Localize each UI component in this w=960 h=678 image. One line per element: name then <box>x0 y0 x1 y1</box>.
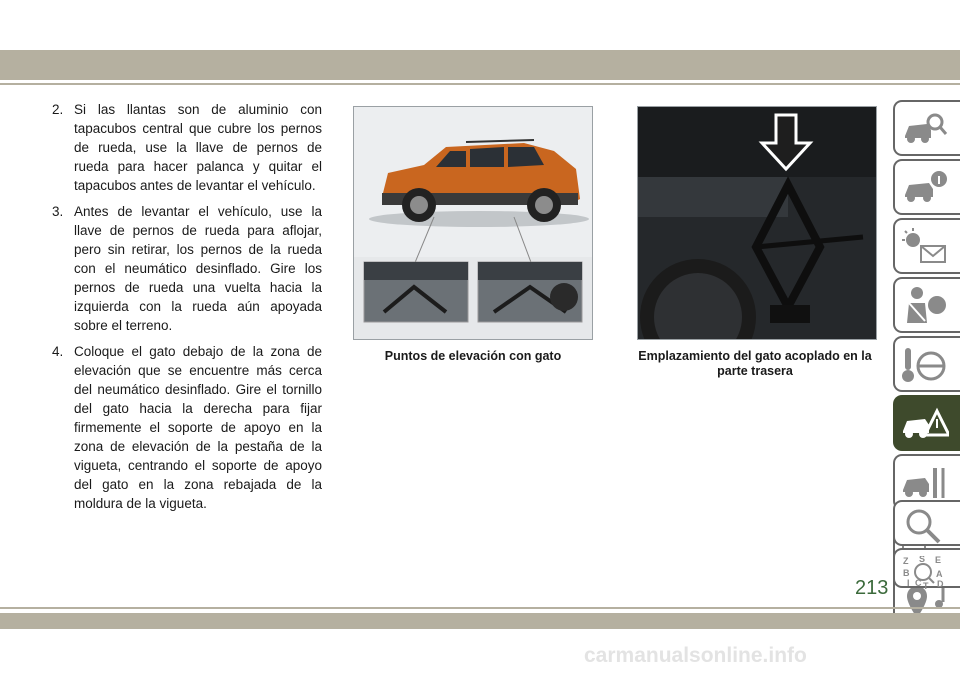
rear-jack-figure <box>637 106 877 340</box>
figure-caption-right: Emplazamiento del gato acoplado en la parte trasera <box>638 349 872 378</box>
step-number: 3. <box>52 204 64 219</box>
index-letter: D <box>937 579 944 589</box>
rear-jack-illustration <box>638 107 876 339</box>
index-letter: C <box>915 578 922 588</box>
page-number: 213 <box>855 577 889 599</box>
step-number: 2. <box>52 102 64 117</box>
header-band <box>0 50 960 80</box>
index-letter: E <box>935 556 942 565</box>
index-letter: B <box>903 568 910 578</box>
tab-in-case-of-emergency[interactable] <box>893 395 960 451</box>
alphabetical-index-icon <box>901 556 949 590</box>
instruction-steps <box>52 100 322 520</box>
step-number: 4. <box>52 344 64 359</box>
jacking-points-figure <box>353 106 593 340</box>
step-item <box>52 202 322 335</box>
index-letter: Z <box>903 556 909 566</box>
tab-instrument-panel[interactable] <box>893 218 960 274</box>
step-item <box>52 342 322 513</box>
car-wrench-icon <box>901 462 949 502</box>
jacking-points-illustration <box>354 107 592 339</box>
footer-band <box>0 613 960 629</box>
tab-customer-assistance[interactable] <box>893 500 960 546</box>
tab-safety[interactable] <box>893 277 960 333</box>
watermark: carmanualsonline.info <box>584 644 807 667</box>
step-text: Si las llantas son de aluminio con tapacubos central que cubre los pernos de rueda, use la llave de pernos de rueda para hacer palanca y quitar el tapacubos antes de levantar el vehículo. <box>74 102 322 193</box>
search-magnifier-icon <box>901 508 949 544</box>
tab-starting-operating[interactable] <box>893 336 960 392</box>
car-info-icon <box>901 167 949 207</box>
tab-getting-to-know-vehicle[interactable] <box>893 100 960 156</box>
tab-index[interactable] <box>893 548 960 588</box>
key-steering-wheel-icon <box>901 344 949 384</box>
seatbelt-airbag-icon <box>901 285 949 325</box>
warning-lights-message-icon <box>901 226 949 266</box>
step-text: Antes de levantar el vehículo, use la llave de pernos de rueda para aflojar, pero sin retirar, los pernos de la rueda con el neumático desinflado. Gire los pernos de rueda una vuelta hacia la izquierda con la rueda aún apoyada sobre el terreno. <box>74 204 322 333</box>
figure-caption-left: Puntos de elevación con gato <box>384 349 562 363</box>
index-letter: S <box>919 556 926 564</box>
step-item <box>52 100 322 195</box>
step-text: Coloque el gato debajo de la zona de elevación que se encuentre más cerca del neumático desinflado. Gire el tornillo del gato hacia la derecha para fijar firmemente el soporte de apoyo en la zona de elevación de la pestaña de la vigueta, centrando el soporte de apoyo del gato en la zona rebajada de la moldura de la vigueta. <box>74 344 322 511</box>
header-rule <box>0 83 960 85</box>
index-letter: T <box>923 581 929 590</box>
index-letter: I <box>907 578 910 588</box>
footer-rule <box>0 607 960 609</box>
car-warning-triangle-icon <box>901 403 949 443</box>
tab-getting-started[interactable] <box>893 159 960 215</box>
car-magnifier-icon <box>901 108 949 148</box>
index-letter: A <box>936 569 943 579</box>
